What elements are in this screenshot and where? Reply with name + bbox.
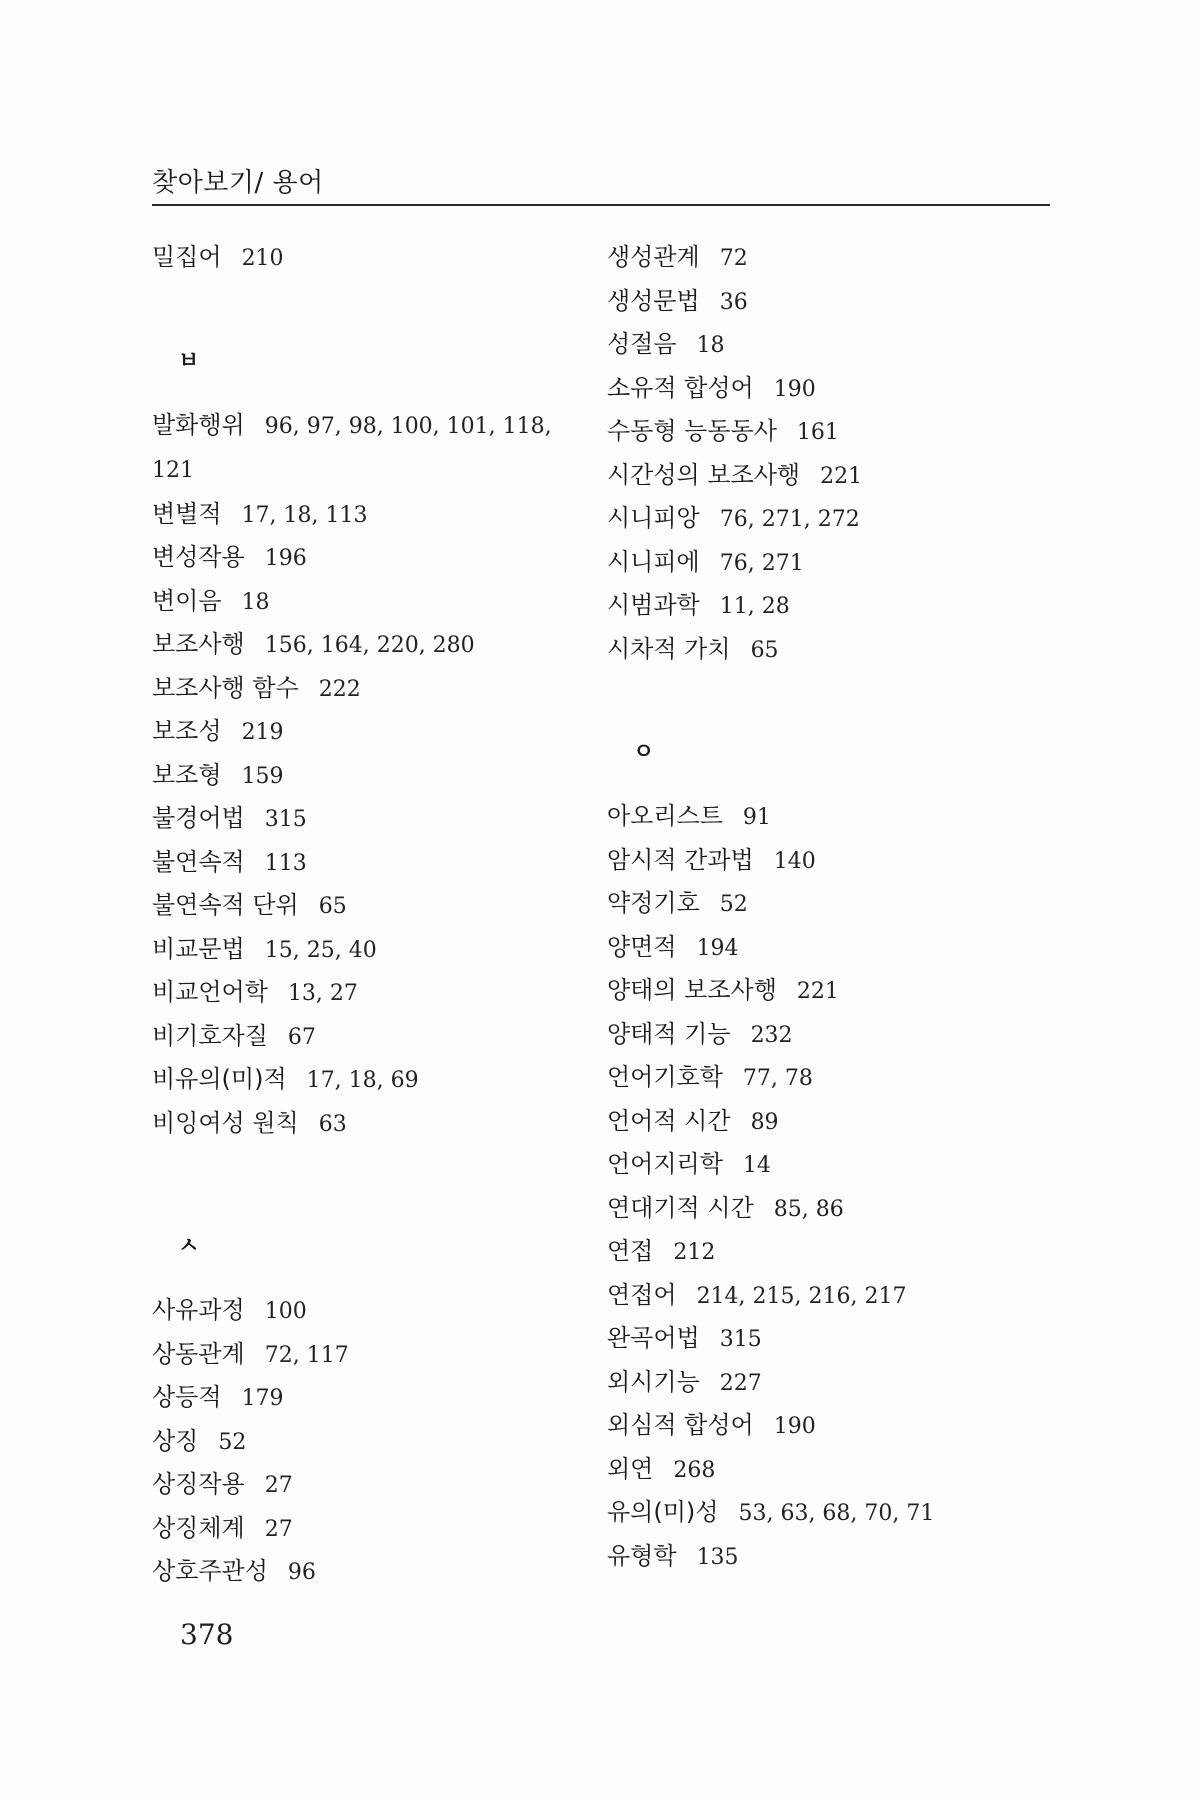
page-refs: 89 [750,1109,779,1135]
index-term: 비유의(미)적 [152,1065,287,1093]
page-refs: 27 [264,1473,293,1498]
index-term: 소유적 합성어 [607,373,754,402]
index-term: 생성관계 [607,243,700,271]
index-term: 양태의 보조사행 [607,976,777,1004]
page-refs: 222 [318,676,361,702]
index-entry [607,926,1047,970]
page-refs: 36 [719,289,748,315]
page-refs: 17, 18, 113 [241,502,368,528]
index-entry [607,410,1047,454]
index-term: 비교문법 [152,934,245,963]
index-entry [152,493,592,537]
index-entry [607,1491,1047,1535]
index-term: 완곡어법 [607,1324,700,1352]
section-letter: ㅂ [178,348,200,374]
index-column-left [152,236,592,1594]
page-refs: 77, 78 [742,1066,813,1091]
page-header [152,158,1050,206]
index-term: 양태적 기능 [607,1019,731,1048]
index-term: 사유과정 [152,1296,245,1324]
index-entry [152,710,592,754]
index-term: 언어지리학 [607,1150,723,1178]
index-entry [152,1333,592,1377]
page-refs: 96 [287,1560,316,1585]
index-entry [152,1507,592,1551]
index-entry [152,536,592,580]
index-entry [607,541,1047,585]
page-refs: 227 [719,1370,762,1396]
section-gap [607,671,1047,711]
index-term: 비기호자질 [152,1021,268,1050]
page-refs: 53, 63, 68, 70, 71 [738,1501,935,1526]
index-entry [607,1317,1047,1361]
index-term: 시니피앙 [607,504,700,532]
index-term: 발화행위 [152,410,245,439]
index-entry [607,236,1047,280]
index-term: 변성작용 [152,543,245,571]
page-refs: 17, 18, 69 [306,1068,419,1093]
index-term: 밀집어 [152,243,222,271]
index-term: 연접 [607,1237,654,1265]
index-term: 보조성 [152,717,222,745]
page-refs: 135 [696,1544,739,1570]
index-term: 상징작용 [152,1470,245,1498]
page-refs: 91 [742,805,771,830]
index-term: 시차적 가치 [607,634,731,663]
index-term: 연접어 [607,1280,677,1309]
index-entry [152,928,592,972]
page-refs: 190 [773,1414,816,1439]
index-term: 아오리스트 [607,802,723,830]
page-refs: 96, 97, 98, 100, 101, 118, 121 [152,413,552,483]
section-gap [152,1145,592,1205]
index-entry [607,454,1047,498]
index-entry [607,323,1047,367]
index-entry [607,839,1047,883]
index-term: 연대기적 시간 [607,1193,754,1222]
index-term: 약정기호 [607,889,700,917]
index-entry [152,754,592,798]
index-term: 외연 [607,1454,654,1483]
index-term: 생성문법 [607,286,700,315]
index-term: 보조사행 함수 [152,673,299,702]
index-term: 불연속적 [152,847,245,876]
page-refs: 219 [241,720,284,745]
index-entry [152,1550,592,1594]
index-entry [152,623,592,667]
index-entry [607,795,1047,839]
page-refs: 85, 86 [773,1196,844,1222]
index-term: 불경어법 [152,804,245,832]
page-refs: 268 [673,1457,716,1483]
page-refs: 113 [264,850,307,876]
index-term: 상등적 [152,1383,222,1411]
index-term: 유의(미)성 [607,1498,719,1526]
page-refs: 72, 117 [264,1342,349,1368]
index-term: 외심적 합성어 [607,1411,754,1439]
page-refs: 194 [696,935,739,961]
index-entry [607,497,1047,541]
index-term: 보조사행 [152,630,245,658]
index-term: 외시기능 [607,1367,700,1396]
index-term: 유형학 [607,1541,677,1570]
section-letter: ㅇ [633,740,655,765]
page-refs: 14 [742,1153,771,1178]
index-term: 상징 [152,1426,199,1455]
index-entry [152,1463,592,1507]
index-entry [607,1013,1047,1057]
index-entry [607,280,1047,324]
index-entry [607,1361,1047,1405]
running-head: 찾아보기/ 용어 [152,168,324,198]
index-entry [152,404,592,493]
page-refs: 72 [719,246,748,271]
page-refs: 100 [264,1299,307,1324]
page-refs: 15, 25, 40 [264,937,377,963]
page-refs: 315 [264,807,307,832]
page-refs: 65 [318,894,347,919]
section-letter: ㅅ [178,1234,200,1259]
index-term: 수동형 능동동사 [607,417,777,445]
index-entry [152,1015,592,1059]
index-entry [607,1230,1047,1274]
index-term: 불연속적 단위 [152,891,299,919]
index-term: 상징체계 [152,1513,245,1542]
page-refs: 190 [773,376,816,402]
index-term: 성절음 [607,330,677,358]
page-refs: 212 [673,1240,716,1265]
index-term: 변별적 [152,499,222,528]
index-term: 비잉여성 원칙 [152,1108,299,1137]
page-refs: 63 [318,1111,347,1137]
page-refs: 315 [719,1327,762,1352]
index-term: 시니피에 [607,547,700,576]
page-refs: 11, 28 [719,594,790,619]
page-refs: 179 [241,1386,284,1411]
page-refs: 196 [264,546,307,571]
index-entry [607,1056,1047,1100]
index-entry [607,1404,1047,1448]
index-column-right [607,236,1047,1578]
page-refs: 221 [820,463,863,489]
page-refs: 67 [287,1024,316,1050]
page-refs: 210 [241,246,284,271]
index-entry [152,971,592,1015]
page-refs: 52 [218,1429,247,1455]
page-refs: 52 [719,892,748,917]
page-refs: 76, 271 [719,550,804,576]
index-entry [152,797,592,841]
index-term: 비교언어학 [152,978,268,1006]
page-number: 378 [180,1618,234,1651]
index-entry [152,841,592,885]
index-term: 보조형 [152,760,222,789]
index-entry [607,1274,1047,1318]
page-refs: 140 [773,848,816,874]
index-term: 양면적 [607,932,677,961]
index-entry [152,884,592,928]
page-refs: 214, 215, 216, 217 [696,1283,907,1309]
page-refs: 65 [750,637,779,663]
index-entry [152,1289,592,1333]
index-entry [152,1376,592,1420]
index-entry [607,1100,1047,1144]
index-entry [152,236,592,280]
index-entry [152,1102,592,1146]
section-gap [152,280,592,320]
index-entry [152,667,592,711]
index-entry [152,1058,592,1102]
index-term: 변이음 [152,586,222,615]
page-refs: 221 [796,979,839,1004]
index-entry [607,1143,1047,1187]
index-entry [607,1187,1047,1231]
page-refs: 18 [241,589,270,615]
page-refs: 13, 27 [287,981,358,1006]
index-entry [607,628,1047,672]
index-term: 상동관계 [152,1339,245,1368]
index-term: 시범과학 [607,591,700,619]
page-refs: 161 [796,420,839,445]
page-refs: 156, 164, 220, 280 [264,633,475,658]
index-entry [607,969,1047,1013]
index-entry [607,584,1047,628]
page-refs: 18 [696,333,725,358]
page-refs: 76, 271, 272 [719,507,860,532]
index-entry [607,882,1047,926]
index-entry [607,1535,1047,1579]
index-entry [607,1448,1047,1492]
page-refs: 159 [241,763,284,789]
index-entry [607,367,1047,411]
index-term: 상호주관성 [152,1557,268,1585]
index-entry [152,1420,592,1464]
page-refs: 27 [264,1516,293,1542]
index-term: 암시적 간과법 [607,845,754,874]
page-refs: 232 [750,1022,793,1048]
index-term: 언어적 시간 [607,1106,731,1135]
index-term: 언어기호학 [607,1063,723,1091]
index-term: 시간성의 보조사행 [607,460,801,489]
index-entry [152,580,592,624]
